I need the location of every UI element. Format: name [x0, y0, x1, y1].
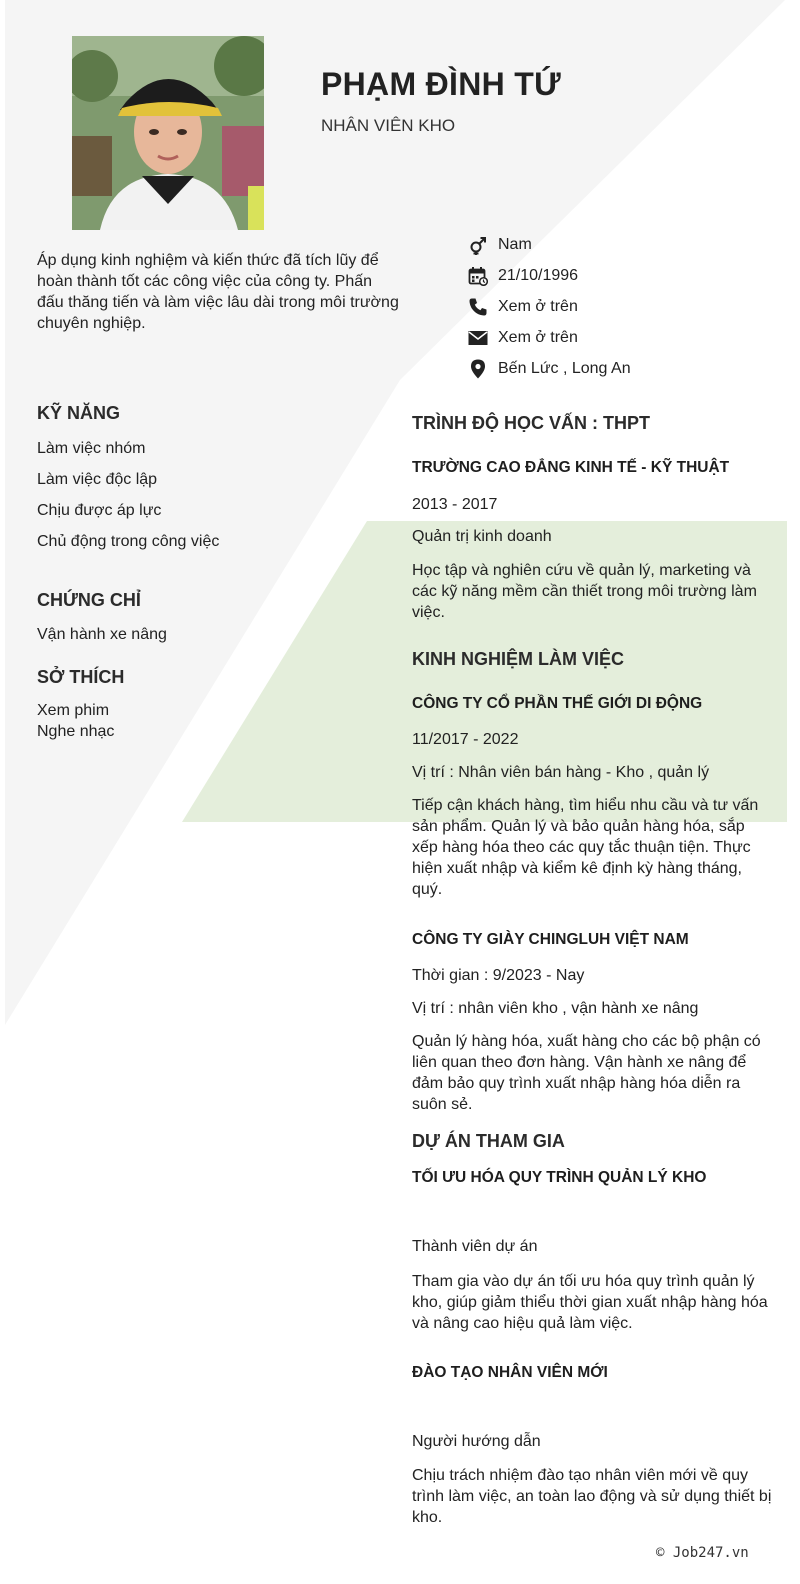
education-school: TRƯỜNG CAO ĐẲNG KINH TẾ - KỸ THUẬT [412, 459, 730, 476]
skill-item: Làm việc nhóm [37, 440, 146, 457]
location-icon [467, 358, 489, 380]
education-major: Quản trị kinh doanh [412, 528, 552, 545]
project-name: ĐÀO TẠO NHÂN VIÊN MỚI [412, 1364, 608, 1381]
experience-title: KINH NGHIỆM LÀM VIỆC [412, 649, 625, 669]
job-description: Quản lý hàng hóa, xuất hàng cho các bộ phận có liên quan theo đơn hàng. Vận hành xe nâng để đảm bảo quy trình xuất nhập hàng hóa diễn ra suôn sẻ. [412, 1033, 761, 1113]
education-period: 2013 - 2017 [412, 496, 498, 513]
job-period: 11/2017 - 2022 [412, 731, 519, 748]
certificate-item: Vận hành xe nâng [37, 626, 167, 643]
profile-photo [72, 36, 264, 230]
contact-gender [467, 229, 787, 260]
hobbies-list [37, 702, 114, 744]
address-value: Bến Lức , Long An [498, 359, 631, 377]
hobbies-title: SỞ THÍCH [37, 667, 125, 687]
skills-title: KỸ NĂNG [37, 403, 121, 423]
contact-info [467, 229, 787, 384]
education-title: TRÌNH ĐỘ HỌC VẤN : THPT [412, 413, 650, 433]
job-position: Vị trí : nhân viên kho , vận hành xe nâng [412, 1000, 699, 1017]
project-role: Người hướng dẫn [412, 1433, 541, 1450]
email-value: Xem ở trên [498, 328, 578, 346]
career-objective: Áp dụng kinh nghiệm và kiến thức đã tích lũy để hoàn thành tốt các công việc của công ty. Phấn đấu thăng tiến và làm việc lâu dài trong môi trường chuyên nghiệp. [37, 252, 399, 332]
hobby-item: Xem phim [37, 702, 110, 719]
skill-item: Làm việc độc lập [37, 471, 158, 488]
job-period: Thời gian : 9/2023 - Nay [412, 967, 585, 984]
project-description: Chịu trách nhiệm đào tạo nhân viên mới về quy trình làm việc, an toàn lao động và sử dụng thiết bị kho. [412, 1467, 772, 1526]
certificates-title: CHỨNG CHỈ [37, 590, 141, 610]
project-name: TỐI ƯU HÓA QUY TRÌNH QUẢN LÝ KHO [412, 1169, 707, 1186]
skill-item: Chịu được áp lực [37, 502, 162, 519]
contact-email [467, 322, 787, 353]
contact-address [467, 353, 787, 384]
contact-birthday [467, 260, 787, 291]
certificates-list [37, 626, 167, 644]
phone-value: Xem ở trên [498, 297, 578, 315]
skills-list [37, 440, 219, 564]
skill-item: Chủ động trong công việc [37, 533, 220, 550]
project-role: Thành viên dự án [412, 1238, 538, 1255]
hobby-item: Nghe nhạc [37, 723, 115, 740]
project-description: Tham gia vào dự án tối ưu hóa quy trình quản lý kho, giúp giảm thiểu thời gian xuất nhập hàng hóa và nâng cao hiệu quả làm việc. [412, 1273, 768, 1332]
birthday-value: 21/10/1996 [498, 266, 579, 284]
candidate-name: PHẠM ĐÌNH TỨ [321, 66, 561, 102]
calendar-icon [467, 265, 489, 287]
email-icon [467, 327, 489, 349]
job-description: Tiếp cận khách hàng, tìm hiểu nhu cầu và tư vấn sản phẩm. Quản lý và bảo quản hàng hóa, sắp xếp hàng hóa theo các quy tắc thuận tiện. Thực hiện xuất nhập và kiểm kê định kỳ hàng tháng, quý. [412, 797, 759, 898]
education-description: Học tập và nghiên cứu về quản lý, marketing và các kỹ năng mềm cần thiết trong môi trường làm việc. [412, 562, 757, 621]
gender-value: Nam [498, 235, 532, 253]
job-position: Vị trí : Nhân viên bán hàng - Kho , quản lý [412, 764, 710, 781]
contact-phone [467, 291, 787, 322]
gender-icon [467, 234, 489, 256]
job-company: CÔNG TY GIÀY CHINGLUH VIỆT NAM [412, 931, 689, 948]
footer-watermark[interactable]: © Job247.vn [656, 1545, 749, 1561]
job-company: CÔNG TY CỔ PHẦN THẾ GIỚI DI ĐỘNG [412, 695, 703, 712]
projects-title: DỰ ÁN THAM GIA [412, 1131, 565, 1151]
phone-icon [467, 296, 489, 318]
job-title: NHÂN VIÊN KHO [321, 116, 456, 135]
